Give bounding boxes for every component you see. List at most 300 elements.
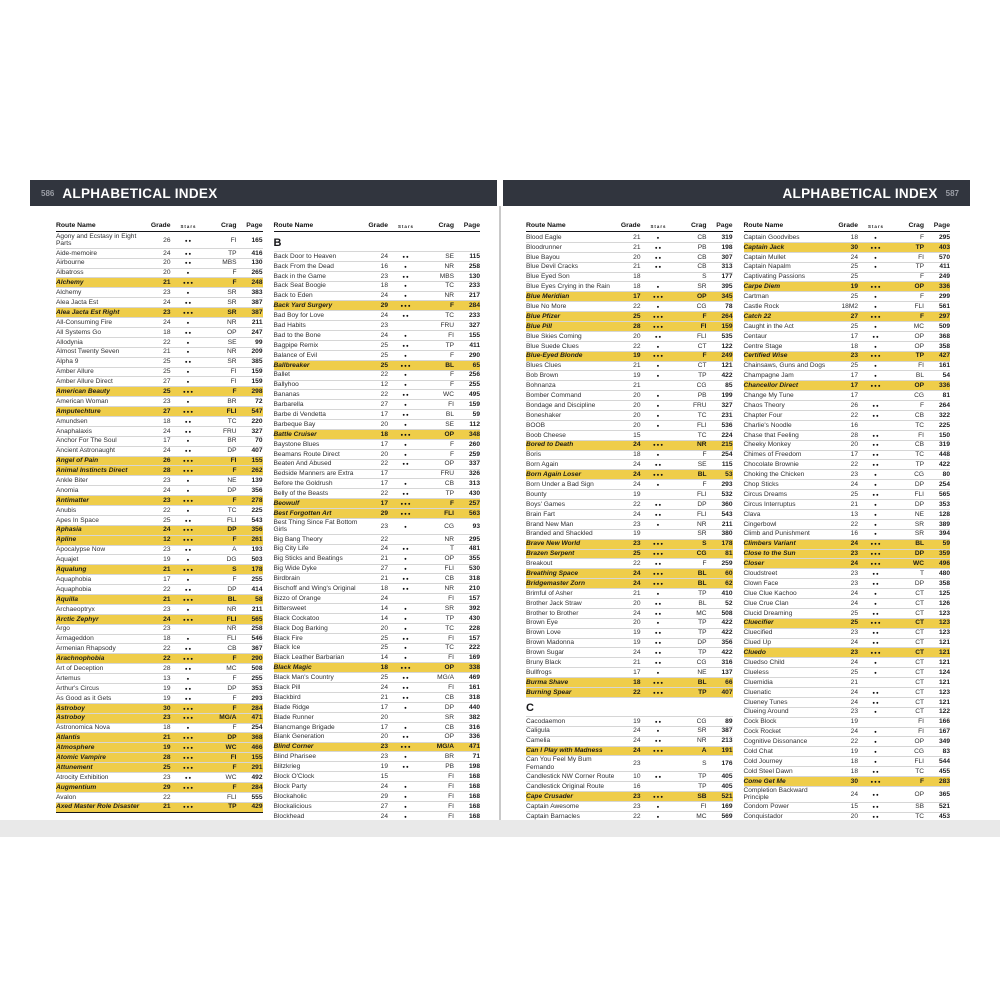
route-row: [274, 390, 481, 400]
route-page: 217: [468, 292, 480, 300]
route-page: 299: [938, 293, 950, 301]
route-name: Cloudstreet: [743, 570, 778, 578]
route-grade: 23: [380, 321, 388, 329]
route-row: [526, 648, 733, 658]
route-page: 83: [942, 748, 950, 756]
table-header-row: [56, 222, 263, 232]
route-stars: ●●: [654, 610, 663, 616]
route-row-highlighted: [526, 678, 733, 688]
route-page: 259: [721, 560, 733, 568]
route-page: 264: [938, 401, 950, 409]
route-stars: ●●: [654, 462, 663, 468]
route-page: 521: [938, 803, 950, 811]
route-page: 115: [721, 461, 733, 469]
route-grade: 18: [633, 283, 641, 291]
route-name: Blue Eyed Son: [526, 273, 570, 281]
route-page: 356: [721, 639, 733, 647]
route-row: [526, 737, 733, 747]
route-grade: 23: [380, 753, 388, 761]
route-row: [744, 718, 951, 728]
route-name: Amputechture: [56, 407, 101, 415]
route-name: Aquajet: [56, 556, 79, 564]
route-page: 405: [721, 772, 733, 780]
route-row: [56, 724, 263, 734]
route-grade: 25: [850, 273, 858, 281]
route-page: 367: [251, 645, 263, 653]
route-page: 130: [468, 272, 480, 280]
route-name: Cingerbowl: [743, 520, 777, 528]
route-name: Bullfrogs: [526, 668, 552, 676]
route-name: Battle Cruiser: [273, 430, 317, 438]
route-row: [274, 470, 481, 480]
route-page: 159: [251, 378, 263, 386]
route-row-highlighted: [274, 509, 481, 519]
route-crag: SB: [915, 803, 924, 811]
route-crag: CG: [914, 391, 924, 399]
route-page: 313: [468, 480, 480, 488]
route-row: [744, 698, 951, 708]
route-page: 115: [469, 252, 480, 260]
route-page: 359: [938, 550, 950, 558]
route-stars: ●●: [872, 768, 880, 774]
route-grade: 18: [633, 451, 641, 459]
route-name: Boys' Games: [526, 500, 566, 508]
route-name: Block O'Clock: [273, 772, 315, 780]
route-row-highlighted: [56, 466, 263, 476]
route-page: 565: [251, 615, 263, 623]
route-stars: ●●●: [653, 541, 664, 547]
col-header-crag: Crag: [691, 222, 707, 229]
route-crag: NR: [226, 625, 237, 633]
route-grade: 25: [850, 490, 858, 498]
route-name: Captivating Passions: [743, 273, 806, 281]
route-page: 233: [468, 282, 480, 290]
route-crag: MC: [913, 322, 924, 330]
route-stars: ●●: [402, 491, 410, 497]
route-page: 336: [468, 733, 480, 741]
route-name: Alea Jacta Est: [56, 299, 99, 306]
route-name: Cluecified: [743, 629, 773, 637]
route-crag: CT: [915, 639, 924, 647]
route-stars: ●●: [654, 718, 663, 724]
route-grade: 20: [380, 624, 388, 632]
route-stars: ●●●: [183, 804, 194, 810]
route-grade: 25: [850, 609, 858, 617]
route-name: Back From the Dead: [273, 262, 334, 270]
route-crag: DP: [227, 447, 237, 455]
route-row: [274, 341, 481, 351]
route-name: Chapter Four: [743, 411, 783, 419]
route-stars: ●: [404, 441, 408, 447]
route-row: [274, 262, 481, 272]
route-page: 66: [725, 678, 733, 686]
route-stars: ●: [874, 749, 878, 755]
route-page: 258: [251, 625, 263, 633]
route-page: 316: [468, 723, 480, 731]
route-crag: NR: [444, 262, 454, 270]
route-crag: FI: [918, 728, 924, 736]
route-name: Cock Block: [743, 718, 777, 726]
route-page: 254: [938, 481, 950, 488]
route-name: Beowulf: [273, 500, 300, 507]
route-row: [744, 322, 951, 332]
route-page: 121: [938, 698, 950, 706]
col-header-page: Page: [933, 222, 950, 229]
route-name: Archaeoptryx: [56, 605, 95, 613]
route-name: Blockalicious: [273, 802, 312, 810]
route-grade: 23: [850, 629, 858, 637]
route-row: [526, 658, 733, 668]
route-name: Bizzo of Orange: [273, 594, 321, 602]
route-page: 430: [468, 490, 480, 498]
route-page: 508: [721, 609, 733, 617]
route-crag: BL: [915, 372, 924, 380]
route-crag: F: [232, 694, 237, 702]
route-grade: 24: [380, 312, 388, 320]
route-row: [274, 713, 481, 723]
route-crag: TC: [915, 767, 924, 775]
route-page: 249: [721, 352, 733, 360]
route-name: Baystone Blues: [273, 440, 320, 448]
route-stars: ●●: [654, 264, 663, 270]
route-grade: 30: [850, 777, 858, 785]
route-name: Ballyhoo: [273, 381, 299, 389]
route-stars: ●: [404, 263, 408, 269]
route-grade: 24: [163, 427, 171, 435]
route-row-highlighted: [526, 569, 733, 579]
route-crag: F: [449, 381, 454, 389]
route-name: Arctic Zephyr: [56, 615, 99, 623]
route-crag: DP: [914, 500, 924, 508]
route-crag: S: [702, 540, 707, 548]
route-crag: F: [702, 451, 707, 459]
route-crag: TP: [698, 772, 707, 780]
route-page: 407: [721, 688, 733, 696]
route-row: [526, 273, 733, 283]
route-stars: ●: [874, 482, 878, 487]
route-page: 471: [251, 714, 263, 722]
route-page: 387: [721, 727, 733, 735]
route-page: 368: [251, 734, 263, 742]
route-name: Captain Awesome: [526, 802, 580, 810]
route-row: [744, 371, 951, 381]
route-stars: ●●●: [183, 389, 194, 395]
route-crag: TP: [915, 263, 924, 271]
route-name: Burning Spear: [526, 688, 572, 696]
route-name: Chimes of Freedom: [743, 451, 802, 459]
route-grade: 21: [163, 348, 171, 356]
route-page: 70: [255, 437, 263, 445]
route-stars: ●●: [402, 734, 410, 740]
route-name: Bedside Manners are Extra: [273, 470, 354, 478]
route-row: [526, 381, 733, 391]
route-row-highlighted: [744, 540, 951, 550]
route-name: Boris: [526, 451, 542, 459]
route-page: 278: [251, 496, 263, 504]
route-stars: ●●●: [183, 745, 194, 751]
route-row: [526, 371, 733, 381]
route-crag: CB: [697, 253, 707, 261]
route-stars: ●: [404, 803, 408, 809]
route-grade: 22: [850, 411, 858, 419]
route-crag: DP: [914, 550, 924, 558]
route-crag: BL: [445, 410, 454, 418]
route-name: Cluedso Child: [743, 659, 785, 667]
route-grade: 30: [163, 704, 171, 712]
route-page: 264: [721, 312, 733, 320]
page-bottom-edge: [0, 820, 1000, 837]
route-crag: DG: [226, 556, 237, 564]
route-name: Cognitive Dissonance: [743, 738, 808, 746]
route-grade: 24: [633, 727, 641, 735]
route-stars: ●: [404, 625, 408, 631]
route-name: Bad Boy for Love: [273, 312, 325, 320]
route-stars: ●●: [184, 237, 193, 243]
index-column-4: [744, 222, 951, 820]
route-crag: OP: [914, 332, 924, 340]
col-header-crag: Crag: [908, 222, 924, 229]
route-crag: NE: [914, 510, 924, 518]
route-grade: 24: [850, 589, 858, 597]
route-row-highlighted: [274, 663, 481, 673]
route-page: 422: [938, 461, 950, 469]
route-grade: 23: [380, 743, 388, 751]
route-crag: FI: [230, 378, 237, 386]
route-grade: 16: [633, 782, 641, 790]
route-crag: TC: [697, 411, 707, 419]
route-page: 210: [468, 585, 480, 593]
route-grade: 23: [163, 605, 171, 613]
route-grade: 25: [163, 763, 171, 771]
route-crag: F: [919, 273, 924, 281]
route-name: Captain Napalm: [743, 263, 791, 271]
col-header-stars: Stars: [650, 224, 667, 229]
route-row: [526, 451, 733, 461]
route-page: 256: [468, 371, 480, 379]
route-row-highlighted: [56, 526, 263, 536]
route-grade: 20: [163, 259, 171, 267]
route-row: [744, 253, 951, 263]
route-page: 228: [468, 624, 480, 632]
route-page: 168: [468, 782, 480, 790]
route-grade: 24: [850, 790, 858, 798]
route-row-highlighted: [744, 381, 951, 391]
route-crag: TC: [915, 451, 924, 459]
route-crag: NE: [227, 477, 237, 485]
col-header-crag: Crag: [221, 222, 237, 229]
route-page: 58: [255, 595, 263, 603]
route-row-highlighted: [526, 470, 733, 480]
route-stars: ●: [874, 739, 878, 745]
route-name: Back to Eden: [273, 292, 313, 300]
route-name: Animal Instincts Direct: [56, 467, 128, 475]
route-crag: A: [701, 747, 707, 755]
route-row: [274, 594, 481, 604]
right-page-number: 587: [945, 188, 959, 198]
route-row: [56, 298, 263, 308]
route-page: 543: [721, 510, 733, 518]
route-grade: 24: [633, 471, 641, 479]
route-row-highlighted: [526, 688, 733, 698]
route-grade: 23: [633, 520, 641, 528]
route-page: 360: [721, 500, 733, 508]
route-name: Beamans Route Direct: [273, 450, 340, 458]
route-name: Bondage and Discipline: [526, 401, 596, 409]
route-page: 123: [938, 629, 950, 637]
route-stars: ●: [656, 303, 661, 309]
route-name: Aquilla: [56, 595, 78, 603]
route-stars: ●●●: [183, 735, 194, 741]
route-crag: F: [919, 293, 924, 301]
route-crag: OP: [444, 733, 454, 741]
route-page: 122: [721, 342, 733, 350]
route-stars: ●●: [402, 694, 410, 700]
route-row-highlighted: [744, 648, 951, 658]
route-grade: 24: [633, 737, 641, 745]
route-crag: S: [702, 760, 707, 768]
route-name: Cartman: [743, 293, 769, 301]
route-name: Apocalypse Now: [56, 546, 106, 554]
route-stars: ●●: [184, 428, 193, 434]
route-stars: ●: [186, 557, 191, 563]
route-grade: 24: [380, 683, 388, 691]
route-row: [274, 772, 481, 782]
route-stars: ●●●: [870, 353, 882, 359]
route-grade: 17: [380, 480, 388, 488]
route-row: [744, 530, 951, 540]
route-name: Centre Stage: [743, 342, 783, 350]
route-grade: 20: [633, 391, 641, 399]
route-stars: ●●●: [653, 748, 664, 754]
route-name: Brand New Man: [526, 520, 574, 528]
route-page: 52: [725, 599, 733, 607]
route-name: Chase that Feeling: [743, 431, 799, 439]
route-page: 466: [251, 744, 263, 752]
route-grade: 21: [633, 263, 641, 271]
route-grade: 27: [163, 378, 171, 386]
route-stars: ●●●: [870, 284, 882, 290]
route-stars: ●●: [402, 461, 410, 467]
route-page: 422: [721, 372, 733, 380]
route-crag: S: [232, 566, 237, 574]
route-row-highlighted: [274, 430, 481, 440]
route-name: Argo: [56, 625, 70, 633]
route-stars: ●●: [402, 635, 410, 641]
route-row: [526, 411, 733, 421]
route-grade: 21: [850, 678, 858, 686]
route-crag: TP: [698, 619, 707, 627]
route-grade: 22: [850, 520, 858, 528]
route-grade: 24: [633, 579, 641, 587]
route-grade: 23: [163, 546, 171, 554]
route-row: [744, 708, 951, 718]
route-name: Branded and Shackled: [526, 530, 593, 538]
route-name: Caught in the Act: [743, 322, 794, 330]
route-row-highlighted: [744, 282, 951, 292]
route-page: 503: [251, 556, 263, 564]
route-row: [744, 747, 951, 757]
route-row-highlighted: [56, 615, 263, 625]
route-page: 322: [938, 411, 950, 419]
route-row: [744, 342, 951, 352]
route-row: [56, 447, 263, 457]
route-grade: 24: [633, 570, 641, 578]
route-page: 318: [468, 575, 480, 583]
route-grade: 23: [163, 773, 171, 781]
route-grade: 23: [633, 792, 641, 800]
route-grade: 20: [163, 269, 171, 277]
route-stars: ●●●: [400, 362, 412, 368]
route-crag: MBS: [439, 272, 454, 280]
table-header-row: [526, 222, 733, 232]
route-page: 555: [251, 793, 263, 801]
route-crag: CG: [444, 522, 454, 530]
route-crag: FLI: [696, 510, 707, 518]
route-stars: ●●: [872, 699, 880, 705]
route-crag: BL: [698, 599, 707, 607]
route-grade: 14: [380, 614, 388, 622]
route-grade: 25: [380, 644, 388, 652]
route-page: 561: [938, 302, 950, 310]
route-name: Anomia: [56, 486, 79, 494]
route-row: [526, 609, 733, 619]
route-page: 430: [468, 614, 480, 622]
route-name: Black Dog Barking: [273, 624, 328, 632]
route-row: [56, 635, 263, 645]
route-name: Armenian Rhapsody: [56, 645, 116, 653]
route-stars: ●: [404, 783, 408, 789]
route-row-highlighted: [56, 753, 263, 763]
left-page-title: ALPHABETICAL INDEX: [62, 185, 218, 201]
col-header-crag: Crag: [438, 222, 454, 229]
route-crag: CT: [915, 649, 924, 657]
route-name: Barbeque Bay: [273, 420, 316, 428]
route-row: [274, 634, 481, 644]
route-grade: 17: [850, 451, 858, 459]
route-grade: 25: [380, 674, 388, 682]
route-stars: ●: [186, 507, 191, 513]
route-row: [526, 756, 733, 772]
route-row: [744, 391, 951, 401]
route-stars: ●●●: [183, 764, 194, 770]
route-row: [744, 757, 951, 767]
route-crag: FLI: [696, 421, 707, 429]
route-crag: FLI: [696, 332, 707, 340]
route-grade: 18: [380, 664, 388, 672]
route-grade: 19: [633, 639, 641, 647]
route-name: Astroboy: [56, 714, 85, 722]
route-crag: A: [232, 546, 237, 554]
route-page: 440: [468, 703, 480, 711]
route-grade: 20: [850, 441, 858, 449]
route-crag: FRU: [440, 470, 454, 478]
route-name: Blank Generation: [273, 733, 325, 741]
route-stars: ●: [404, 293, 408, 299]
route-grade: 19: [633, 490, 641, 498]
route-page: 112: [469, 420, 480, 428]
route-row: [274, 614, 481, 624]
route-stars: ●: [186, 319, 191, 325]
route-name: Brimful of Asher: [526, 589, 573, 597]
route-row: [56, 575, 263, 585]
route-name: Black Fire: [273, 634, 303, 642]
route-crag: TC: [227, 417, 237, 425]
route-crag: TP: [698, 629, 707, 637]
route-grade: 13: [163, 674, 171, 682]
route-grade: 25: [163, 516, 171, 524]
route-row: [744, 579, 951, 589]
route-stars: ●●●: [400, 665, 412, 671]
